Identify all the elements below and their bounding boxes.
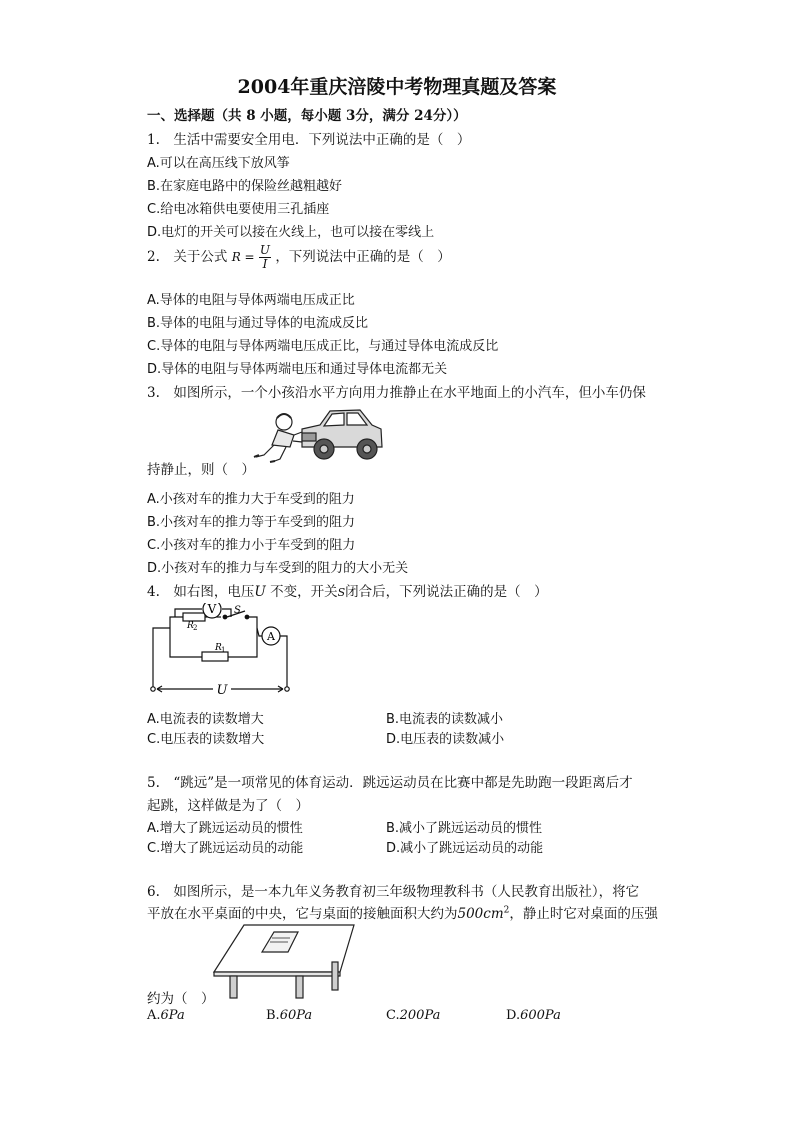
q2-option-a[interactable]: A.导体的电阻与导体两端电压成正比 [147, 293, 355, 308]
voltmeter-label: V [207, 603, 217, 616]
r2-label: R [187, 621, 194, 631]
q6-option-a[interactable] [147, 1008, 185, 1023]
table-leg [296, 976, 303, 998]
page-title: 2004年重庆涪陵中考物理真题及答案 [237, 76, 557, 98]
option-value: 6Pa [160, 1008, 185, 1023]
q4-option-c[interactable]: C.电压表的读数增大 [147, 732, 265, 747]
child-pushing-car-illustration [250, 405, 385, 470]
q2-option-c[interactable]: C.导体的电阻与导体两端电压成正比，与通过导体电流成反比 [147, 339, 499, 354]
resistor-r2 [183, 613, 205, 621]
q5-stem-line1: 5. “跳远”是一项常见的体育运动．跳远运动员在比赛中都是先助跑一段距离后才 [147, 775, 633, 791]
q6-option-c[interactable] [386, 1008, 440, 1023]
q4-stem-part3: 闭合后，下列说法正确的是（ ） [345, 584, 548, 600]
q1-option-a[interactable]: A.可以在高压线下放风筝 [147, 156, 290, 171]
q6-stem-line3: 约为（ ） [147, 991, 215, 1007]
q1-option-b[interactable]: B.在家庭电路中的保险丝越粗越好 [147, 179, 343, 194]
formula-numerator: U [259, 243, 271, 257]
q5-option-d[interactable]: D.减小了跳远运动员的动能 [386, 841, 544, 856]
q6-stem-line1: 6. 如图所示，是一本九年义务教育初三年级物理教科书（人民教育出版社），将它 [147, 884, 640, 900]
q5-option-c[interactable]: C.增大了跳远运动员的动能 [147, 841, 304, 856]
source-voltage-label: U [216, 683, 228, 698]
formula-denominator: I [262, 257, 268, 271]
switch-label: S [234, 605, 241, 616]
q4-stem [147, 580, 548, 600]
circuit-diagram [145, 603, 295, 700]
q6-stem-line2-part1: 平放在水平桌面的中央，它与桌面的接触面积大约为 [147, 906, 458, 922]
car-figure [302, 410, 382, 459]
option-letter: B. [266, 1008, 280, 1023]
r1-subscript: 1 [221, 646, 226, 654]
q2-stem-prefix: 2. 关于公式 [147, 249, 228, 265]
q6-option-d[interactable] [506, 1008, 561, 1023]
r2-subscript: 2 [193, 624, 198, 632]
q6-stem-line2 [147, 902, 658, 922]
q3-option-b[interactable]: B.小孩对车的推力等于车受到的阻力 [147, 515, 356, 530]
formula-fraction [259, 244, 271, 271]
q2-option-d[interactable]: D.导体的电阻与导体两端电压和通过导体电流都无关 [147, 362, 448, 377]
option-letter: A. [147, 1008, 161, 1023]
table-leg [230, 976, 237, 998]
q3-stem-line1: 3. 如图所示，一个小孩沿水平方向用力推静止在水平地面上的小汽车，但小车仍保 [147, 385, 646, 401]
q3-option-c[interactable]: C.小孩对车的推力小于车受到的阻力 [147, 538, 356, 553]
q1-stem: 1. 生活中需要安全用电．下列说法中正确的是（ ） [147, 132, 471, 148]
q5-option-a[interactable]: A.增大了跳远运动员的惯性 [147, 821, 303, 836]
table-leg [332, 962, 338, 990]
q1-option-c[interactable]: C.给电冰箱供电要使用三孔插座 [147, 202, 330, 217]
option-value: 600Pa [520, 1008, 561, 1023]
q2-stem-suffix: ，下列说法中正确的是（ ） [275, 249, 451, 265]
option-value: 200Pa [399, 1008, 441, 1023]
area-exponent: 2 [503, 905, 510, 916]
option-letter: D. [506, 1008, 521, 1023]
area-value: 500cm [457, 906, 504, 922]
q4-option-b[interactable]: B.电流表的读数减小 [386, 712, 504, 727]
q4-stem-part1: 4. 如右图，电压 [147, 584, 255, 600]
q4-option-a[interactable]: A.电流表的读数增大 [147, 712, 264, 727]
q2-stem [147, 244, 451, 271]
q1-option-d[interactable]: D.电灯的开关可以接在火线上，也可以接在零线上 [147, 225, 435, 240]
option-value: 60Pa [279, 1008, 313, 1023]
ammeter-label: A [267, 630, 275, 643]
child-figure [254, 414, 302, 462]
q6-option-b[interactable] [266, 1008, 312, 1023]
section-heading: 一、选择题（共 8 小题，每小题 3分，满分 24分）） [147, 108, 467, 124]
q2-option-b[interactable]: B.导体的电阻与通过导体的电流成反比 [147, 316, 369, 331]
option-letter: C. [386, 1008, 400, 1023]
q4-stem-part2: 不变，开关 [265, 584, 338, 600]
q3-option-a[interactable]: A.小孩对车的推力大于车受到的阻力 [147, 492, 355, 507]
q4-option-d[interactable]: D.电压表的读数减小 [386, 732, 505, 747]
q5-option-b[interactable]: B.减小了跳远运动员的惯性 [386, 821, 543, 836]
var-u: U [254, 584, 266, 600]
q6-stem-line2-part2: ，静止时它对桌面的压强 [509, 906, 658, 922]
q5-stem-line2: 起跳，这样做是为了（ ） [147, 798, 309, 814]
q3-stem-line2: 持静止，则（ ） [147, 462, 255, 478]
formula-lhs: R = [231, 250, 255, 264]
q3-option-d[interactable]: D.小孩对车的推力与车受到的阻力的大小无关 [147, 561, 409, 576]
r1-label: R [215, 643, 222, 653]
var-s: S [337, 586, 346, 599]
book-on-table-illustration [212, 922, 357, 1000]
